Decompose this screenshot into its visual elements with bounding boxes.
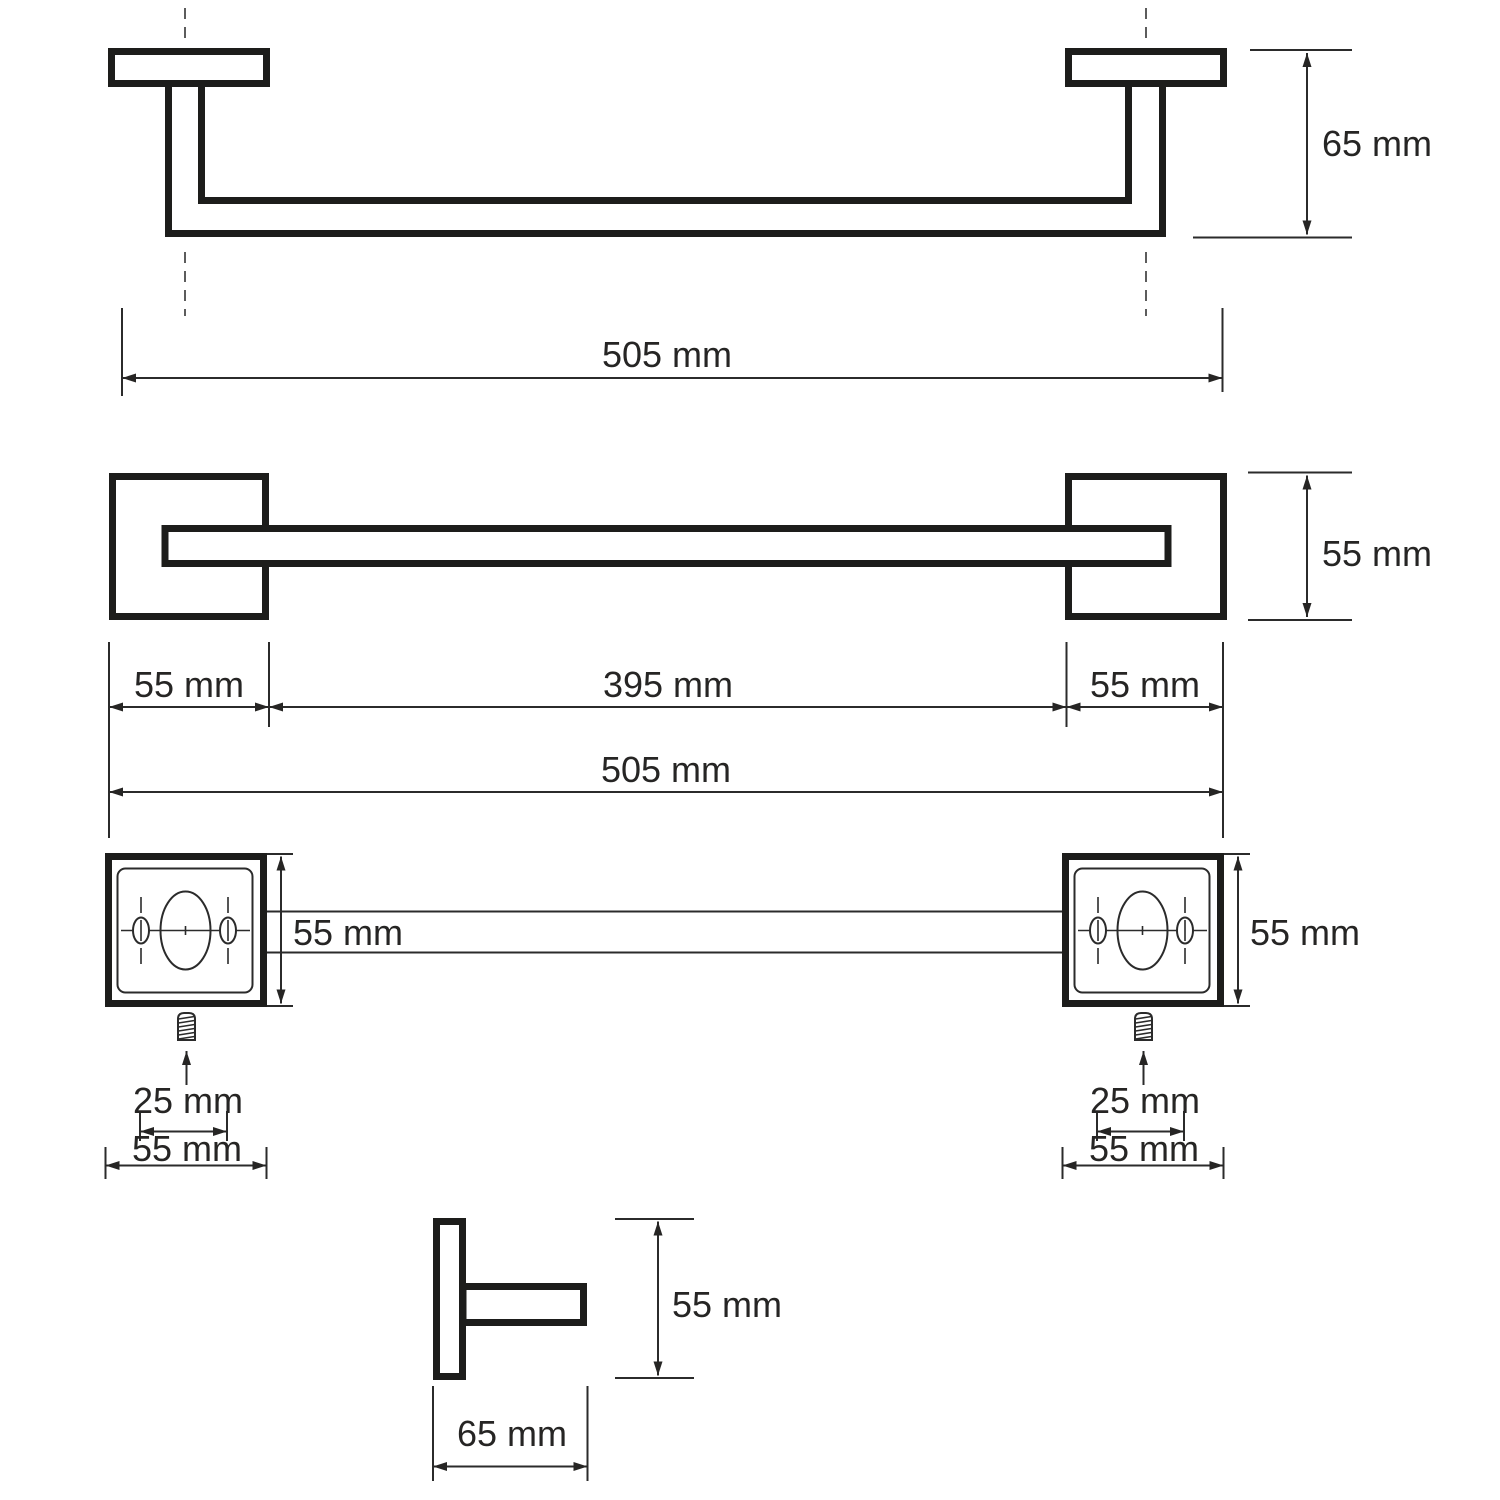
dim-label-left-hole-pitch: 25 mm: [132, 1080, 244, 1121]
dim-label-bracket-depth: 65 mm: [456, 1413, 568, 1454]
grub-screw-threads: [1136, 1017, 1152, 1040]
bracket-plate: [437, 1222, 463, 1377]
front-view: [109, 473, 1432, 839]
dim-label-front-bar-span: 395 mm: [602, 664, 734, 705]
rail-inner-contour: [202, 80, 1129, 201]
dim-label-front-right-plate: 55 mm: [1089, 664, 1201, 705]
left-wall-plate-side: [112, 52, 267, 84]
dim-label-left-plate-height: 55 mm: [293, 912, 404, 953]
dim-label-right-plate-height: 55 mm: [1250, 912, 1361, 953]
mount-plates-view: [106, 854, 1361, 1179]
side-profile-view: [112, 8, 1433, 396]
dim-label-left-plate-width: 55 mm: [131, 1128, 243, 1169]
bracket-arm: [463, 1287, 584, 1323]
dim-label-bracket-height: 55 mm: [672, 1284, 783, 1325]
dim-label-side-length: 505 mm: [601, 334, 733, 375]
dim-label-right-hole-pitch: 25 mm: [1089, 1080, 1201, 1121]
grub-screw-threads: [179, 1017, 195, 1040]
dim-label-front-plate-height: 55 mm: [1322, 533, 1433, 574]
dim-label-front-overall: 505 mm: [600, 749, 732, 790]
dim-label-right-plate-width: 55 mm: [1088, 1128, 1200, 1169]
dim-label-side-height: 65 mm: [1322, 123, 1433, 164]
towel-bar: [165, 529, 1168, 564]
bracket-side-view: [433, 1219, 782, 1481]
dim-label-front-left-plate: 55 mm: [133, 664, 245, 705]
right-wall-plate-side: [1069, 52, 1224, 84]
rail-outer-contour: [169, 80, 1163, 234]
